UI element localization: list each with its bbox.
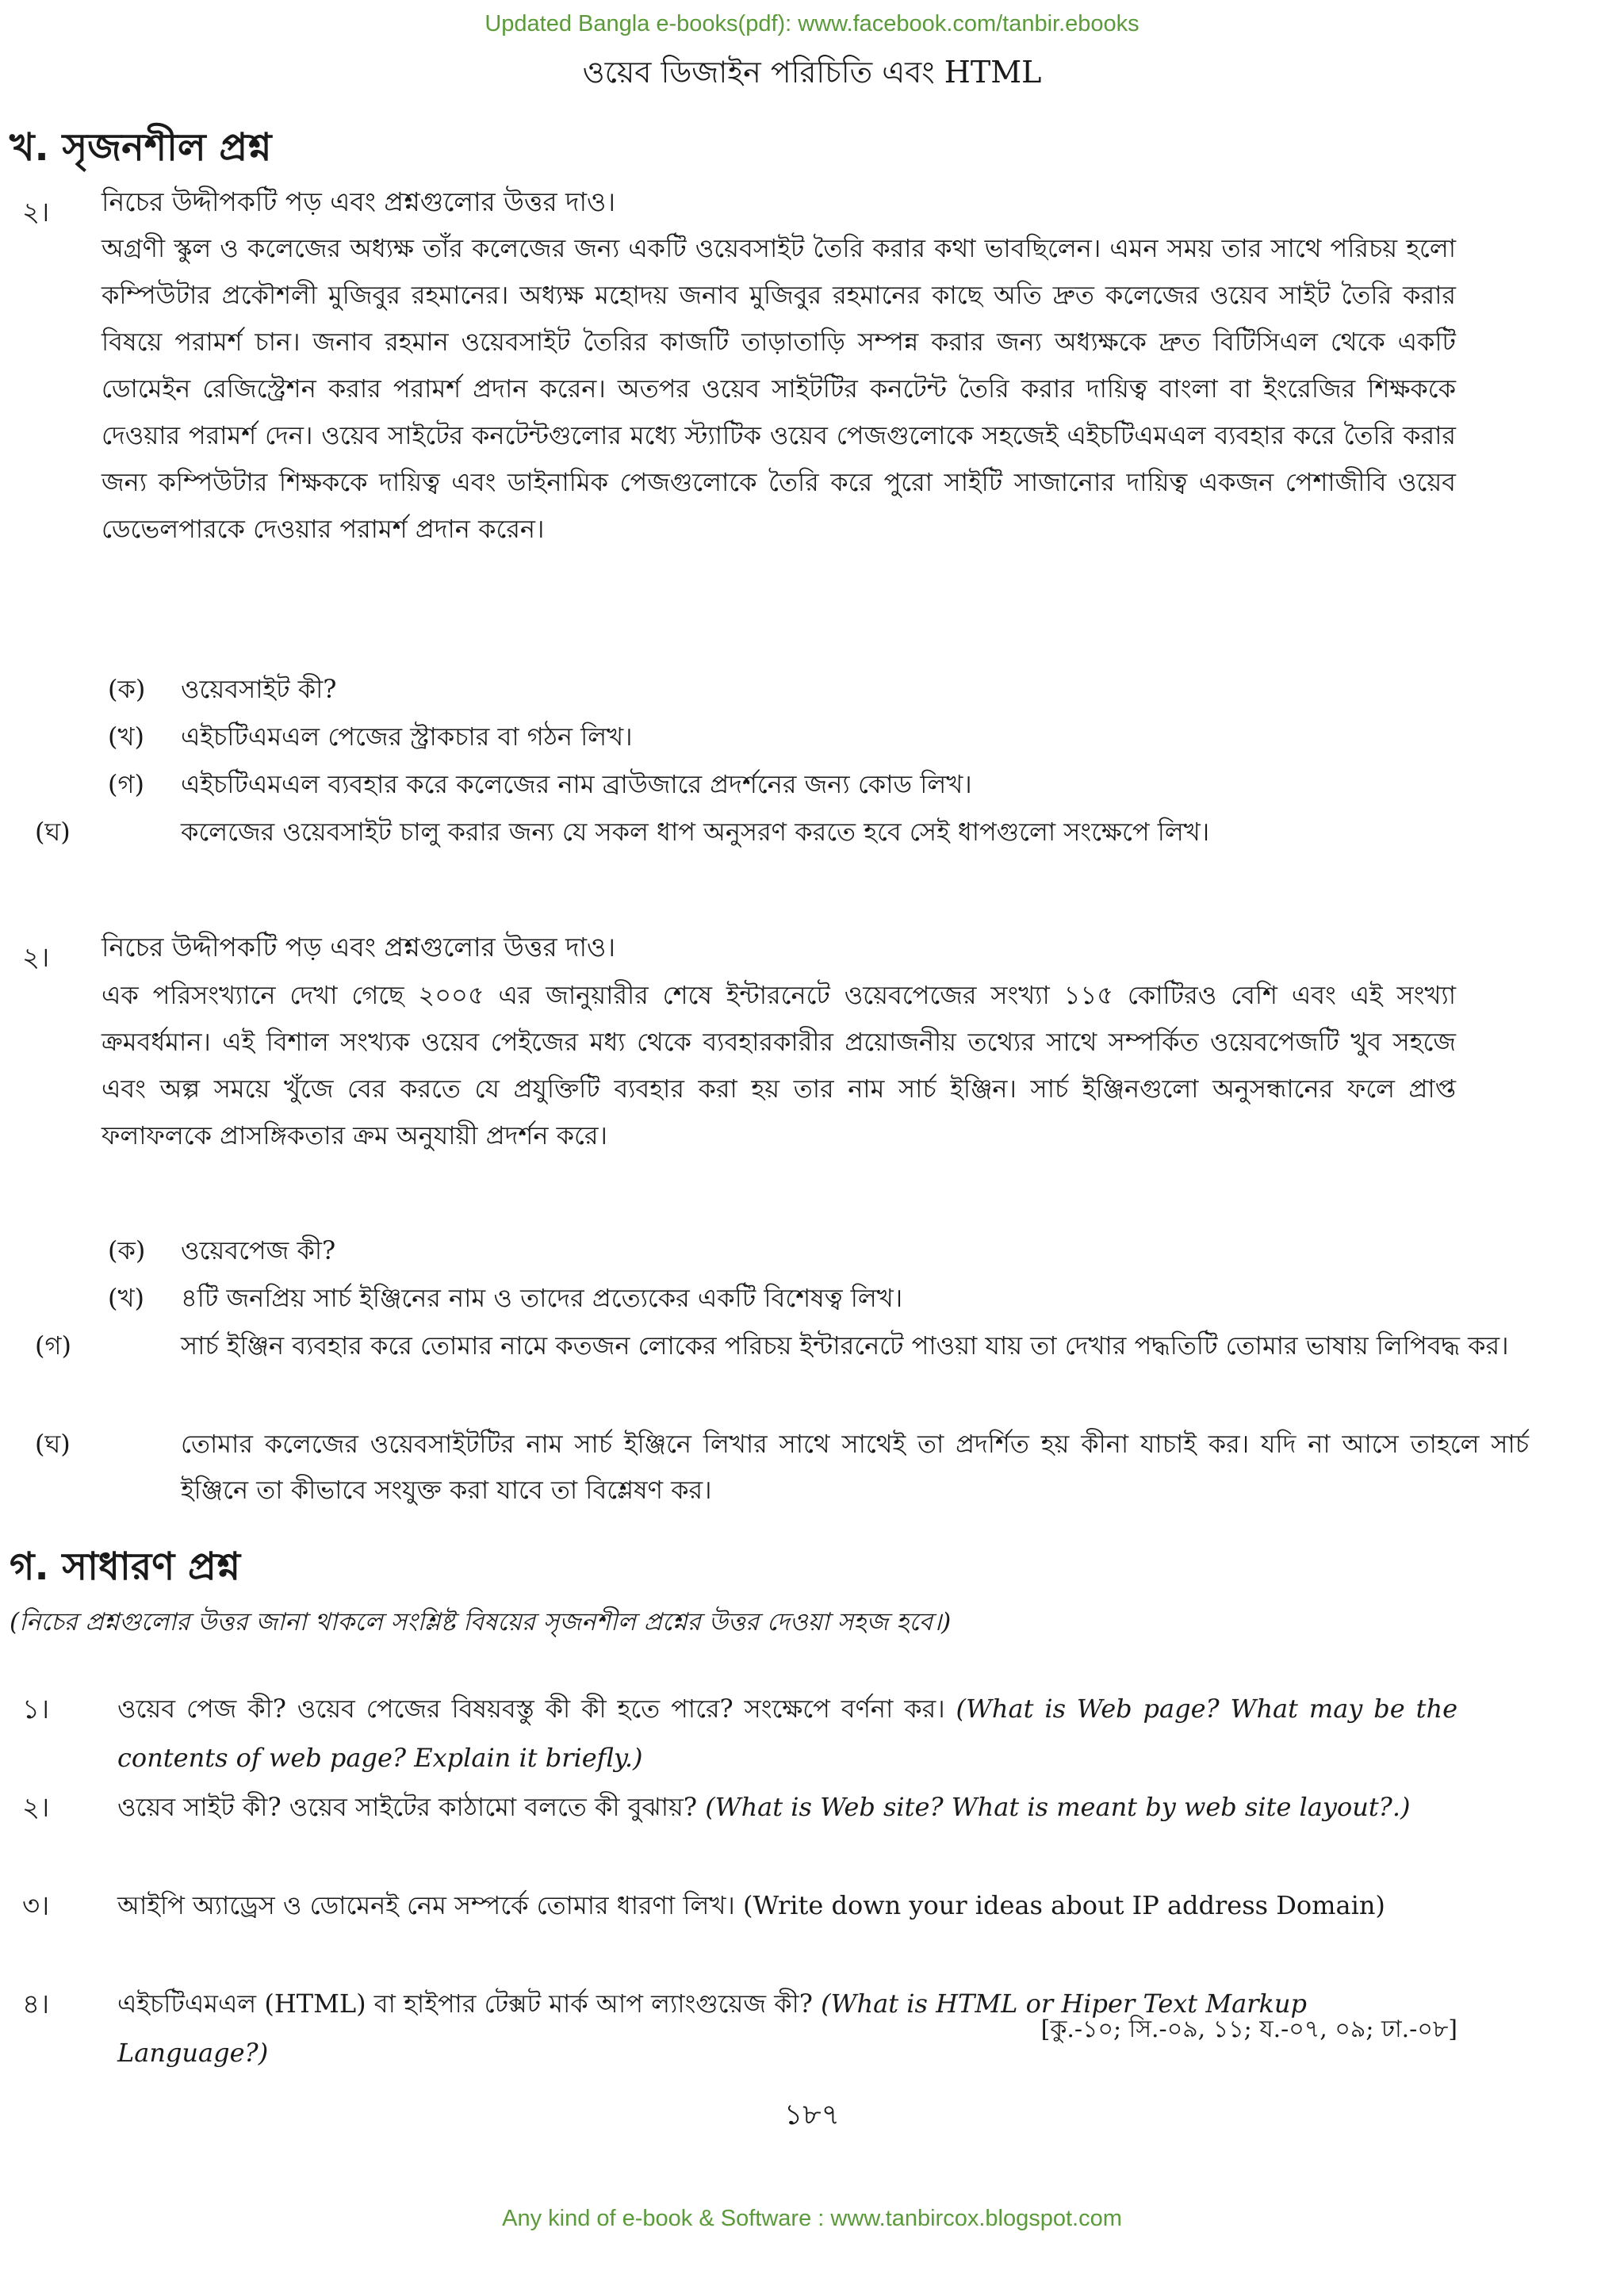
question-text-en: (What is HTML or Hiper Text Markup Language?) [117,1989,1308,2068]
sub-question-label: (খ) [108,1283,144,1313]
running-head: ওয়েব ডিজাইন পরিচিতি এবং HTML [582,55,1042,90]
question-prompt: নিচের উদ্দীপকটি পড় এবং প্রশ্নগুলোর উত্তর দাও। [102,186,616,217]
section-note: (নিচের প্রশ্নগুলোর উত্তর জানা থাকলে সংশ্লিষ্ট বিষয়ের সৃজনশীল প্রশ্নের উত্তর দেওয়া সহজ হবে।) [10,1608,952,1636]
sub-question-label: (ঘ) [35,1429,71,1459]
question-number: ২। [22,1792,50,1824]
general-question [117,1684,1457,1782]
question-prompt: নিচের উদ্দীপকটি পড় এবং প্রশ্নগুলোর উত্তর দাও। [102,932,616,963]
page-number: ১৮৭ [783,2099,841,2131]
sub-question-label: (ক) [108,674,146,704]
question-text-en: (What is Web page? What may be the contents of web page? Explain it briefly.) [117,1694,1458,1773]
sub-question-label: (গ) [108,769,144,799]
question-number: ২। [22,942,50,974]
sub-question-text: তোমার কলেজের ওয়েবসাইটটির নাম সার্চ ইঞ্জিনে লিখার সাথে সাথেই তা প্রদর্শিত হয় কীনা যাচাই কর। যদি না আসে তাহলে সার্চ ইঞ্জিনে তা কীভাবে সংযুক্ত করা যাবে তা বিশ্লেষণ কর। [181,1429,1529,1505]
question-text-bn: আইপি অ্যাড্রেস ও ডোমেনই নেম সম্পর্কে তোমার ধারণা লিখ। [117,1890,735,1920]
question-text-bn: ওয়েব পেজ কী? ওয়েব পেজের বিষয়বস্তু কী কী হতে পারে? সংক্ষেপে বর্ণনা কর। [117,1694,945,1724]
watermark-top: Updated Bangla e-books(pdf): www.facebook.com/tanbir.ebooks [485,11,1139,36]
sub-question [108,761,1456,807]
question-number: ৩। [22,1890,50,1922]
sub-question-text: ওয়েবপেজ কী? [181,1235,336,1265]
stimulus-passage: এক পরিসংখ্যানে দেখা গেছে ২০০৫ এর জানুয়ারীর শেষে ইন্টারনেটে ওয়েবপেজের সংখ্যা ১১৫ কোটিরও বেশি এবং এই সংখ্যা ক্রমবর্ধমান। এই বিশাল সংখ্যক ওয়েব পেইজের মধ্য থেকে ব্যবহারকারীর প্রয়োজনীয় তথ্যের সাথে সম্পর্কিত ওয়েবপেজটি খুব সহজে এবং অল্প সময়ে খুঁজে বের করতে যে প্রযুক্তিটি ব্যবহার করা হয় তার নাম সার্চ ইঞ্জিন। সার্চ ইঞ্জিনগুলো অনুসন্ধানের ফলে প্রাপ্ত ফলাফলকে প্রাসঙ্গিকতার ক্রম অনুযায়ী প্রদর্শন করে। [102,980,1456,1150]
sub-question-text: কলেজের ওয়েবসাইট চালু করার জন্য যে সকল ধাপ অনুসরণ করতে হবে সেই ধাপগুলো সংক্ষেপে লিখ। [181,817,1210,847]
watermark-bottom: Any kind of e-book & Software : www.tanbircox.blogspot.com [502,2206,1122,2231]
question-text-bn: ওয়েব সাইট কী? ওয়েব সাইটের কাঠামো বলতে কী বুঝায়? [117,1792,698,1822]
section-heading-kha: খ. সৃজনশীল প্রশ্ন [10,125,272,170]
question-text-bn: এইচটিএমএল (HTML) বা হাইপার টেক্সট মার্ক আপ ল্যাংগুয়েজ কী? [117,1989,813,2019]
sub-question-label: (খ) [108,722,144,752]
question-number: ২। [22,197,50,228]
board-reference: [কু.-১০; সি.-০৯, ১১; য.-০৭, ০৯; ঢা.-০৮] [1040,2015,1457,2043]
general-question [117,1782,1457,1832]
sub-question [35,809,1529,855]
sub-question-text: ওয়েবসাইট কী? [181,674,337,704]
sub-question [108,1275,1456,1321]
question-text-en: (Write down your ideas about IP address Domain) [743,1890,1385,1920]
sub-question [35,1421,1529,1513]
sub-question-text: ৪টি জনপ্রিয় সার্চ ইঞ্জিনের নাম ও তাদের প্রত্যেকের একটি বিশেষত্ব লিখ। [181,1283,903,1313]
sub-question [35,1323,1529,1369]
sub-question-text: সার্চ ইঞ্জিন ব্যবহার করে তোমার নামে কতজন লোকের পরিচয় ইন্টারনেটে পাওয়া যায় তা দেখার পদ্ধতিটি তোমার ভাষায় লিপিবদ্ধ কর। [181,1330,1509,1361]
sub-question-text: এইচটিএমএল পেজের স্ট্রাকচার বা গঠন লিখ। [181,722,633,752]
sub-question-label: (গ) [35,1330,71,1361]
question-number: ৪। [22,1989,50,2020]
question-number: ১। [22,1694,50,1725]
question-text-en: (What is Web site? What is meant by web site layout?.) [705,1792,1411,1822]
stimulus-passage: অগ্রণী স্কুল ও কলেজের অধ্যক্ষ তাঁর কলেজের জন্য একটি ওয়েবসাইট তৈরি করার কথা ভাবছিলেন। এমন সময় তার সাথে পরিচয় হলো কম্পিউটার প্রকৌশলী মুজিবুর রহমানের। অধ্যক্ষ মহোদয় জনাব মুজিবুর রহমানের কাছে অতি দ্রুত কলেজের ওয়েব সাইট তৈরি করার বিষয়ে পরামর্শ চান। জনাব রহমান ওয়েবসাইট তৈরির কাজটি তাড়াতাড়ি সম্পন্ন করার জন্য অধ্যক্ষকে দ্রুত বিটিসিএল থেকে একটি ডোমেইন রেজিস্ট্রেশন করার পরামর্শ প্রদান করেন। অতপর ওয়েব সাইটটির কনটেন্ট তৈরি করার দায়িত্ব বাংলা বা ইংরেজির শিক্ষককে দেওয়ার পরামর্শ দেন। ওয়েব সাইটের কনটেন্টগুলোর মধ্যে স্ট্যাটিক ওয়েব পেজগুলোকে সহজেই এইচটিএমএল ব্যবহার করে তৈরি করার জন্য কম্পিউটার শিক্ষককে দায়িত্ব এবং ডাইনামিক পেজগুলোকে তৈরি করে পুরো সাইটি সাজানোর দায়িত্ব একজন পেশাজীবি ওয়েব ডেভেলপারকে দেওয়ার পরামর্শ প্রদান করেন। [102,233,1456,544]
sub-question [108,714,1456,760]
sub-question-text: এইচটিএমএল ব্যবহার করে কলেজের নাম ব্রাউজারে প্রদর্শনের জন্য কোড লিখ। [181,769,972,799]
sub-question [108,1227,1456,1273]
general-question [117,1881,1457,1930]
sub-question [108,666,1456,712]
section-heading-ga: গ. সাধারণ প্রশ্ন [10,1545,241,1589]
sub-question-label: (ঘ) [35,817,71,847]
sub-question-label: (ক) [108,1235,146,1265]
